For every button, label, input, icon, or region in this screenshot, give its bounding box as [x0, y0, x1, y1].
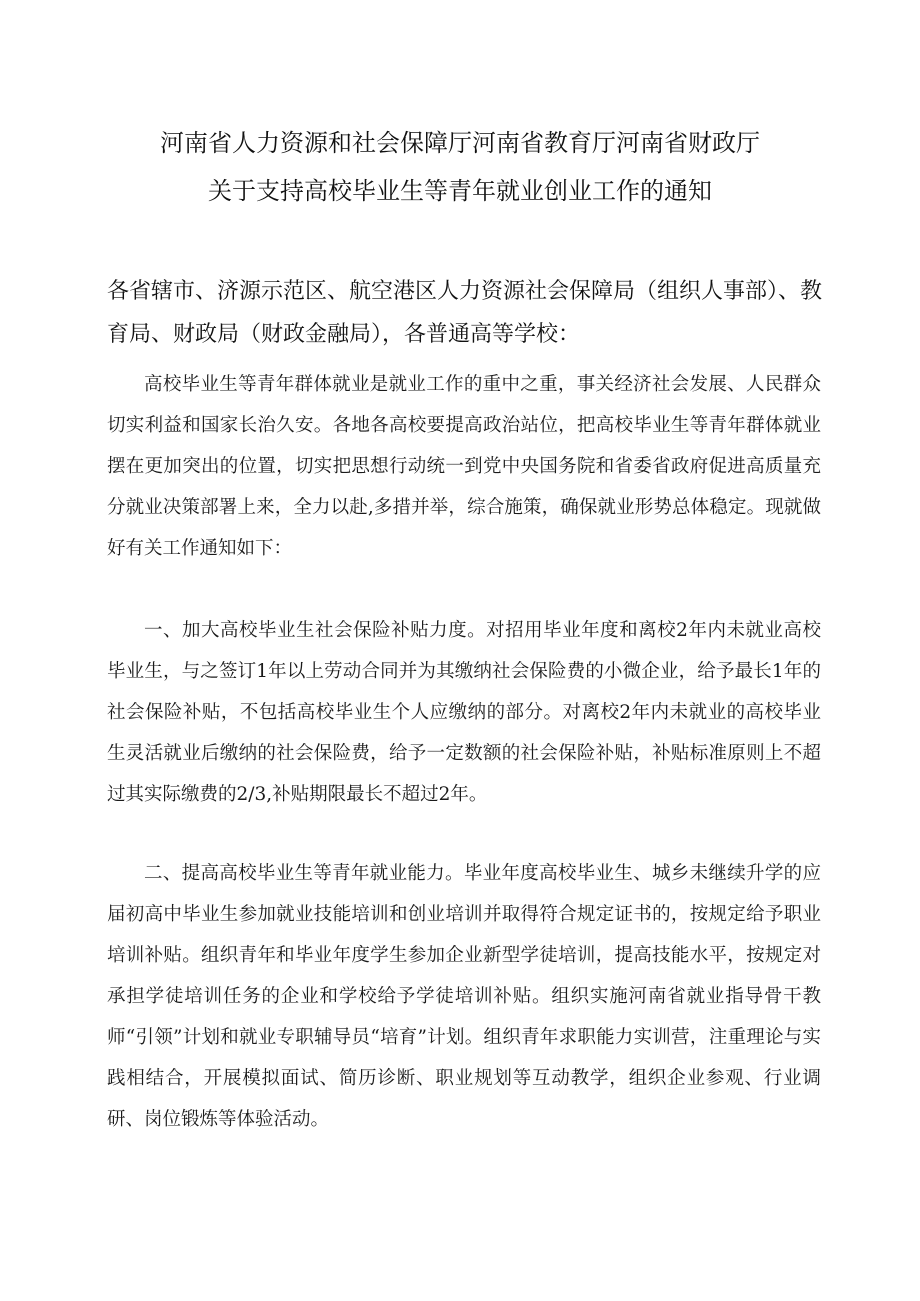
document-title-line-1: 河南省人力资源和社会保障厅河南省教育厅河南省财政厅 — [160, 129, 760, 157]
paragraph-intro: 高校毕业生等青年群体就业是就业工作的重中之重，事关经济社会发展、人民群众切实利益和国家长治久安。各地各高校要提高政治站位，把高校毕业生等青年群体就业摆在更加突出的位置，切实把思想行动统一到党中央国务院和省委省政府促进高质量充分就业决策部署上来，全力以赴,多措并举，综合施策，确保就业形势总体稳定。现就做好有关工作通知如下： — [107, 374, 821, 559]
addressee: 各省辖市、济源示范区、航空港区人力资源社会保障局（组织人事部）、教育局、财政局（财政金融局），各普通高等学校： — [107, 279, 823, 347]
paragraph-section-1: 一、加大高校毕业生社会保险补贴力度。对招用毕业年度和离校2年内未就业高校毕业生，与之签订1年以上劳动合同并为其缴纳社会保险费的小微企业，给予最长1年的社会保险补贴，不包括高校毕业生个人应缴纳的部分。对离校2年内未就业的高校毕业生灵活就业后缴纳的社会保险费，给予一定数额的社会保险补贴，补贴标准原则上不超过其实际缴费的2/3,补贴期限最长不超过2年。 — [107, 620, 821, 805]
paragraph-section-2: 二、提高高校毕业生等青年就业能力。毕业年度高校毕业生、城乡未继续升学的应届初高中毕业生参加就业技能培训和创业培训并取得符合规定证书的，按规定给予职业培训补贴。组织青年和毕业年度学生参加企业新型学徒培训，提高技能水平，按规定对承担学徒培训任务的企业和学校给予学徒培训补贴。组织实施河南省就业指导骨干教师“引领”计划和就业专职辅导员“培育”计划。组织青年求职能力实训营，注重理论与实践相结合，开展模拟面试、简历诊断、职业规划等互动教学，组织企业参观、行业调研、岗位锻炼等体验活动。 — [107, 863, 821, 1130]
document-title-line-2: 关于支持高校毕业生等青年就业创业工作的通知 — [208, 177, 712, 205]
